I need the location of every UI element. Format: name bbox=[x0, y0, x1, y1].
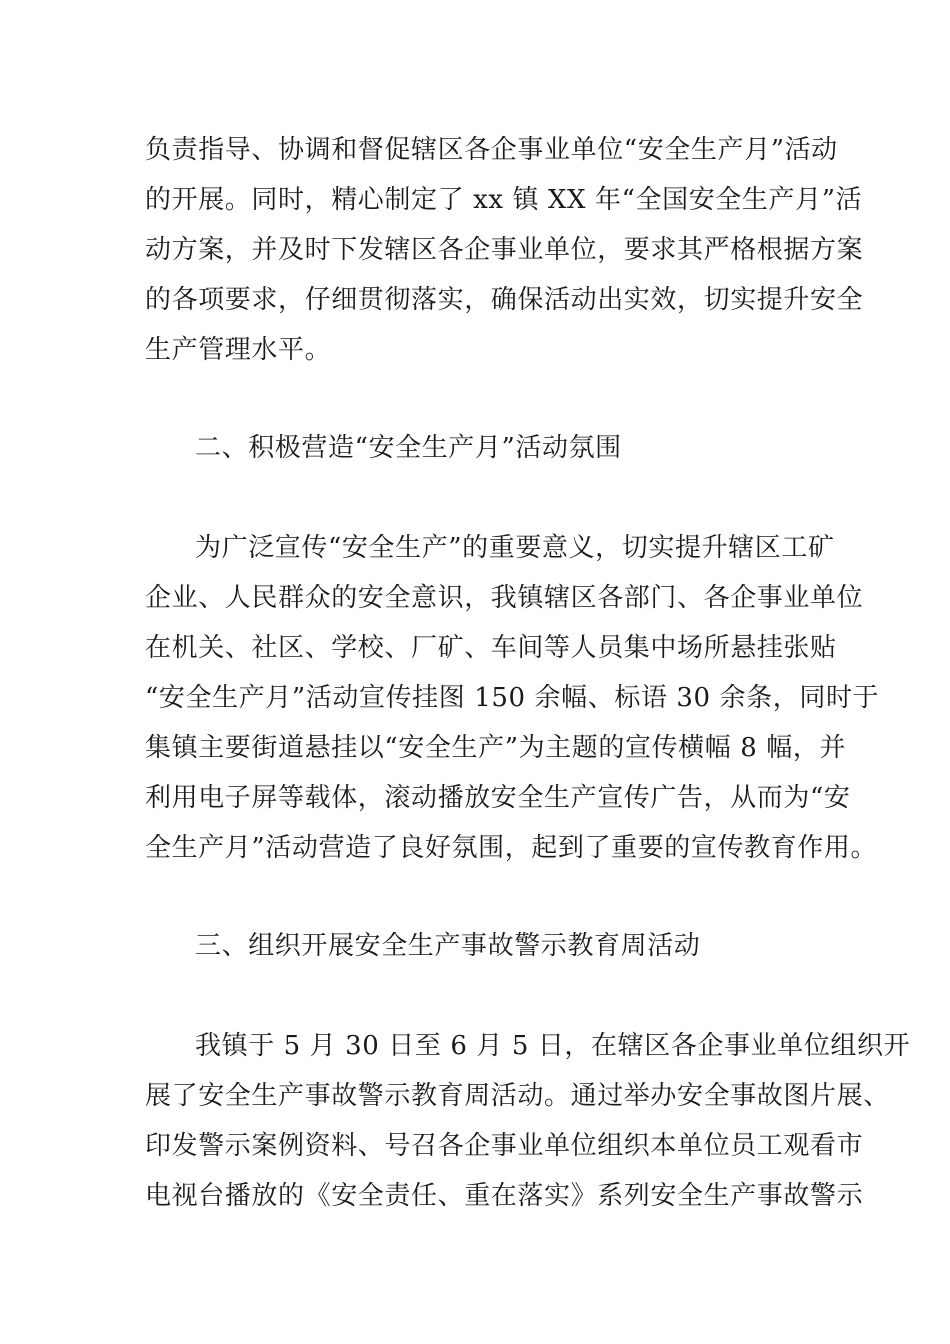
paragraph-line: 动方案，并及时下发辖区各企事业单位，要求其严格根据方案 bbox=[145, 235, 864, 265]
paragraph-line: 的开展。同时，精心制定了 xx 镇 XX 年“全国安全生产月”活 bbox=[145, 185, 863, 215]
paragraph-line: 利用电子屏等载体，滚动播放安全生产宣传广告，从而为“安 bbox=[145, 783, 851, 813]
paragraph-line: 印发警示案例资料、号召各企事业单位组织本单位员工观看市 bbox=[145, 1131, 864, 1161]
paragraph-line: 全生产月”活动营造了良好氛围，起到了重要的宣传教育作用。 bbox=[145, 833, 878, 863]
paragraph-line: 企业、人民群众的安全意识，我镇辖区各部门、各企事业单位 bbox=[145, 583, 864, 613]
paragraph-line: 我镇于 5 月 30 日至 6 月 5 日，在辖区各企事业单位组织开 bbox=[195, 1031, 911, 1061]
paragraph-line: 负责指导、协调和督促辖区各企事业单位“安全生产月”活动 bbox=[145, 135, 838, 165]
paragraph-line: “安全生产月”活动宣传挂图 150 余幅、标语 30 余条，同时于 bbox=[145, 683, 880, 713]
section-heading: 三、组织开展安全生产事故警示教育周活动 bbox=[195, 931, 701, 961]
paragraph-line: 展了安全生产事故警示教育周活动。通过举办安全事故图片展、 bbox=[145, 1081, 890, 1111]
paragraph-line: 的各项要求，仔细贯彻落实，确保活动出实效，切实提升安全 bbox=[145, 285, 864, 315]
paragraph-line: 电视台播放的《安全责任、重在落实》系列安全生产事故警示 bbox=[145, 1181, 864, 1211]
paragraph-line: 集镇主要街道悬挂以“安全生产”为主题的宣传横幅 8 幅，并 bbox=[145, 733, 847, 763]
section-heading: 二、积极营造“安全生产月”活动氛围 bbox=[195, 433, 622, 463]
paragraph-line: 在机关、社区、学校、厂矿、车间等人员集中场所悬挂张贴 bbox=[145, 633, 837, 663]
paragraph-line: 生产管理水平。 bbox=[145, 335, 332, 365]
paragraph-line: 为广泛宣传“安全生产”的重要意义，切实提升辖区工矿 bbox=[195, 533, 835, 563]
